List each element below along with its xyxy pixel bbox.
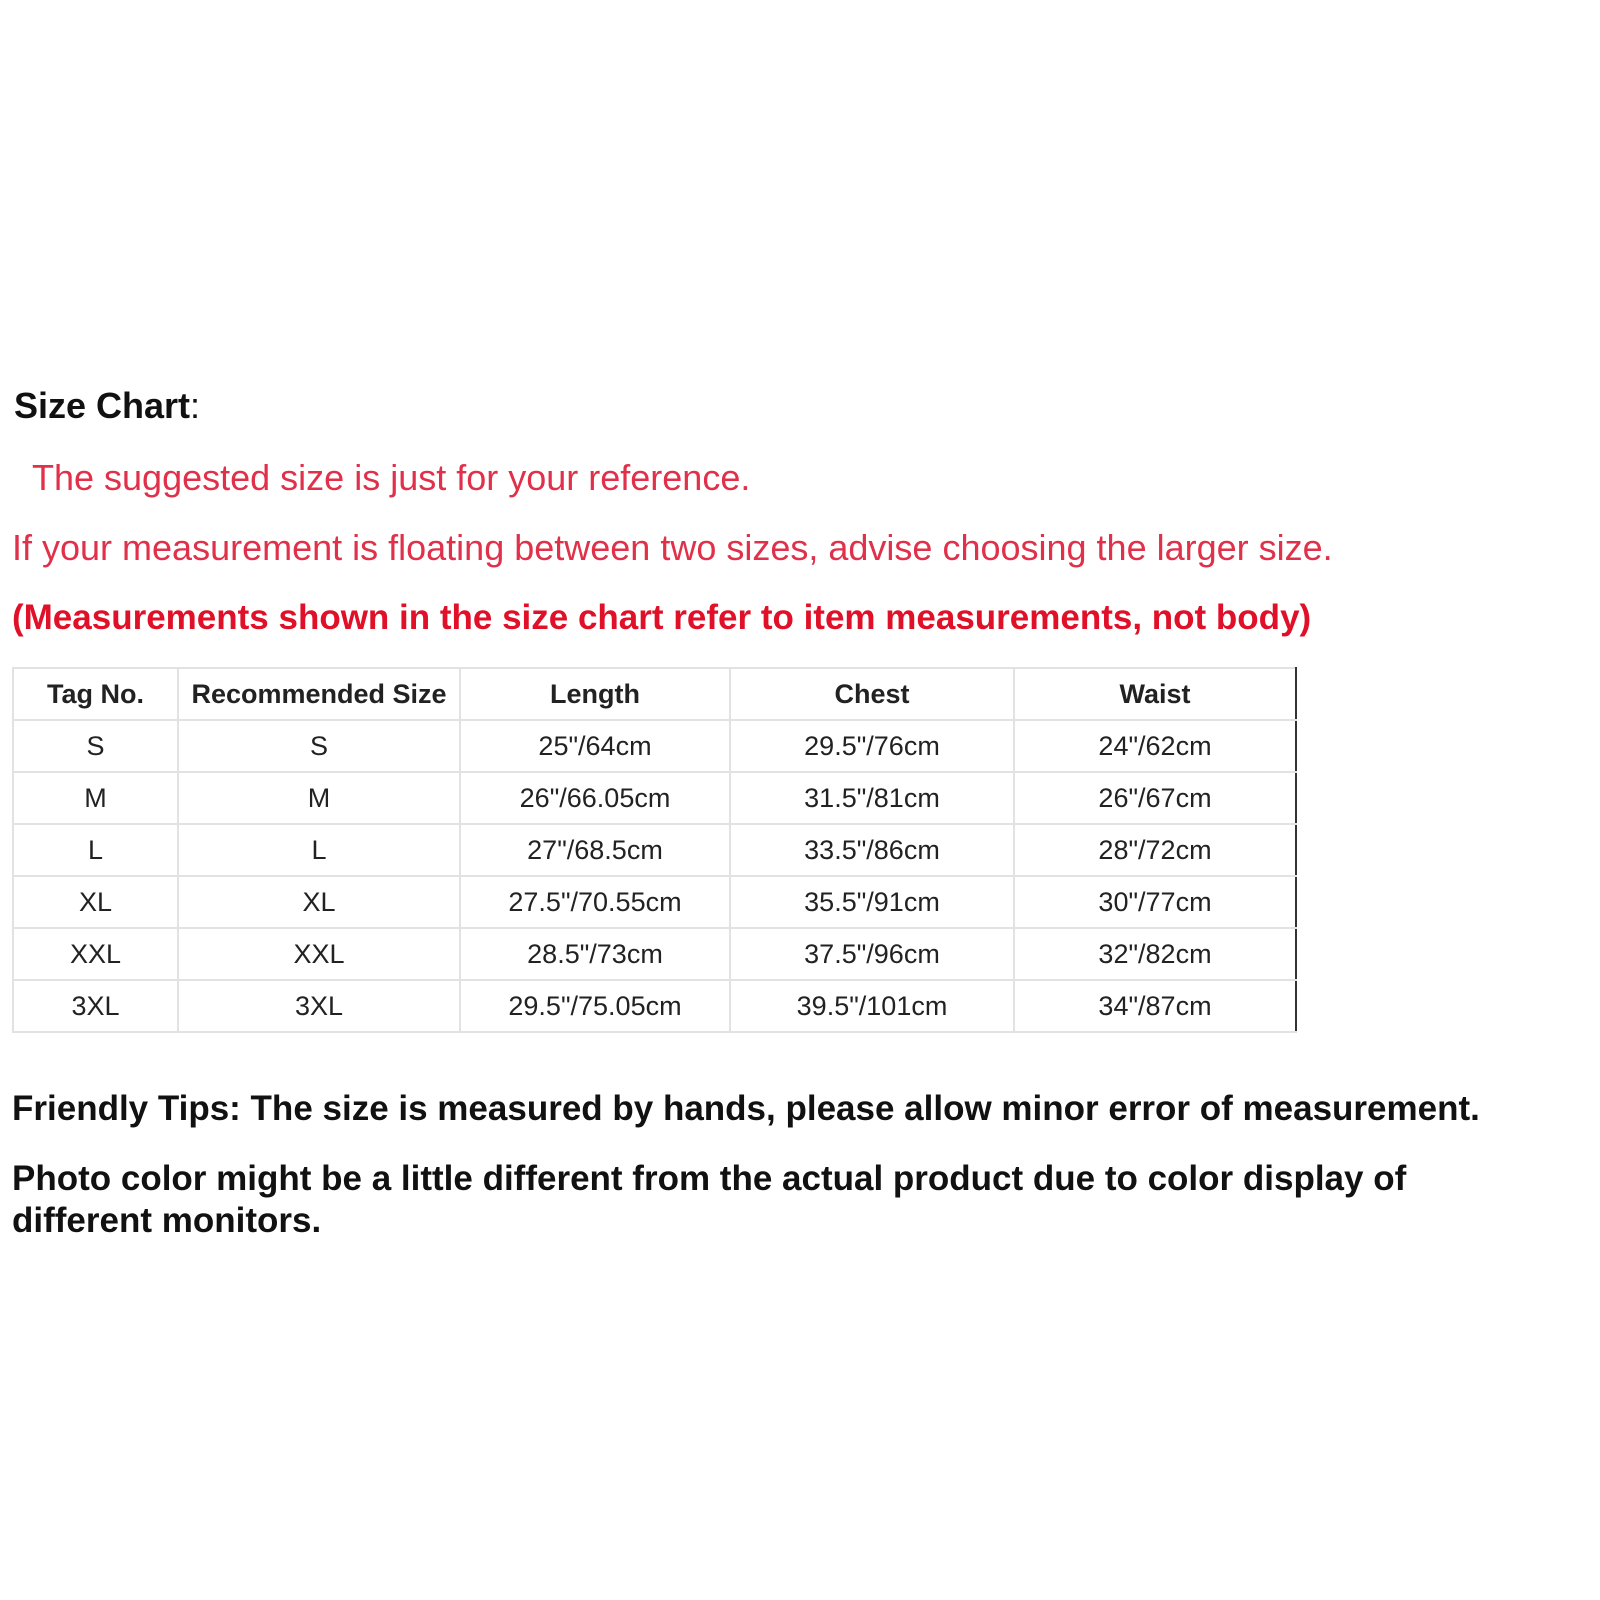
floating-size-note: If your measurement is floating between two sizes, advise choosing the larger size. xyxy=(12,527,1333,568)
cell-tag-no: M xyxy=(13,772,178,824)
cell-recommended-size: M xyxy=(178,772,460,824)
cell-tag-no: XL xyxy=(13,876,178,928)
cell-chest: 31.5"/81cm xyxy=(730,772,1014,824)
table-row xyxy=(13,980,1296,1032)
cell-chest: 33.5"/86cm xyxy=(730,824,1014,876)
cell-chest: 35.5"/91cm xyxy=(730,876,1014,928)
cell-length: 28.5"/73cm xyxy=(460,928,730,980)
cell-tag-no: L xyxy=(13,824,178,876)
header-tag-no: Tag No. xyxy=(13,668,178,720)
header-recommended-size: Recommended Size xyxy=(178,668,460,720)
cell-length: 25"/64cm xyxy=(460,720,730,772)
cell-waist: 32"/82cm xyxy=(1014,928,1296,980)
reference-note: The suggested size is just for your reference. xyxy=(32,457,751,498)
header-chest: Chest xyxy=(730,668,1014,720)
cell-waist: 30"/77cm xyxy=(1014,876,1296,928)
table-row xyxy=(13,876,1296,928)
table-row xyxy=(13,824,1296,876)
item-measurement-note: (Measurements shown in the size chart refer to item measurements, not body) xyxy=(12,598,1312,637)
cell-length: 27.5"/70.55cm xyxy=(460,876,730,928)
cell-length: 26"/66.05cm xyxy=(460,772,730,824)
size-chart-title-text: Size Chart xyxy=(14,385,191,426)
table-header-row xyxy=(13,668,1296,720)
cell-recommended-size: XL xyxy=(178,876,460,928)
cell-tag-no: S xyxy=(13,720,178,772)
cell-recommended-size: XXL xyxy=(178,928,460,980)
cell-tag-no: XXL xyxy=(13,928,178,980)
cell-waist: 34"/87cm xyxy=(1014,980,1296,1032)
cell-waist: 28"/72cm xyxy=(1014,824,1296,876)
cell-chest: 37.5"/96cm xyxy=(730,928,1014,980)
header-waist: Waist xyxy=(1014,668,1296,720)
table-row xyxy=(13,772,1296,824)
cell-waist: 26"/67cm xyxy=(1014,772,1296,824)
cell-recommended-size: 3XL xyxy=(178,980,460,1032)
size-chart-title-colon: : xyxy=(190,385,201,426)
cell-chest: 39.5"/101cm xyxy=(730,980,1014,1032)
cell-waist: 24"/62cm xyxy=(1014,720,1296,772)
header-length: Length xyxy=(460,668,730,720)
cell-length: 27"/68.5cm xyxy=(460,824,730,876)
cell-length: 29.5"/75.05cm xyxy=(460,980,730,1032)
size-chart-table xyxy=(12,667,1297,1033)
cell-chest: 29.5"/76cm xyxy=(730,720,1014,772)
friendly-tips: Friendly Tips: The size is measured by hands, please allow minor error of measurement. xyxy=(12,1089,1480,1128)
cell-tag-no: 3XL xyxy=(13,980,178,1032)
size-chart-title xyxy=(14,384,200,428)
cell-recommended-size: S xyxy=(178,720,460,772)
photo-color-tip: Photo color might be a little different from the actual product due to color display of different monitors. xyxy=(12,1159,1407,1240)
table-row xyxy=(13,928,1296,980)
table-row xyxy=(13,720,1296,772)
cell-recommended-size: L xyxy=(178,824,460,876)
